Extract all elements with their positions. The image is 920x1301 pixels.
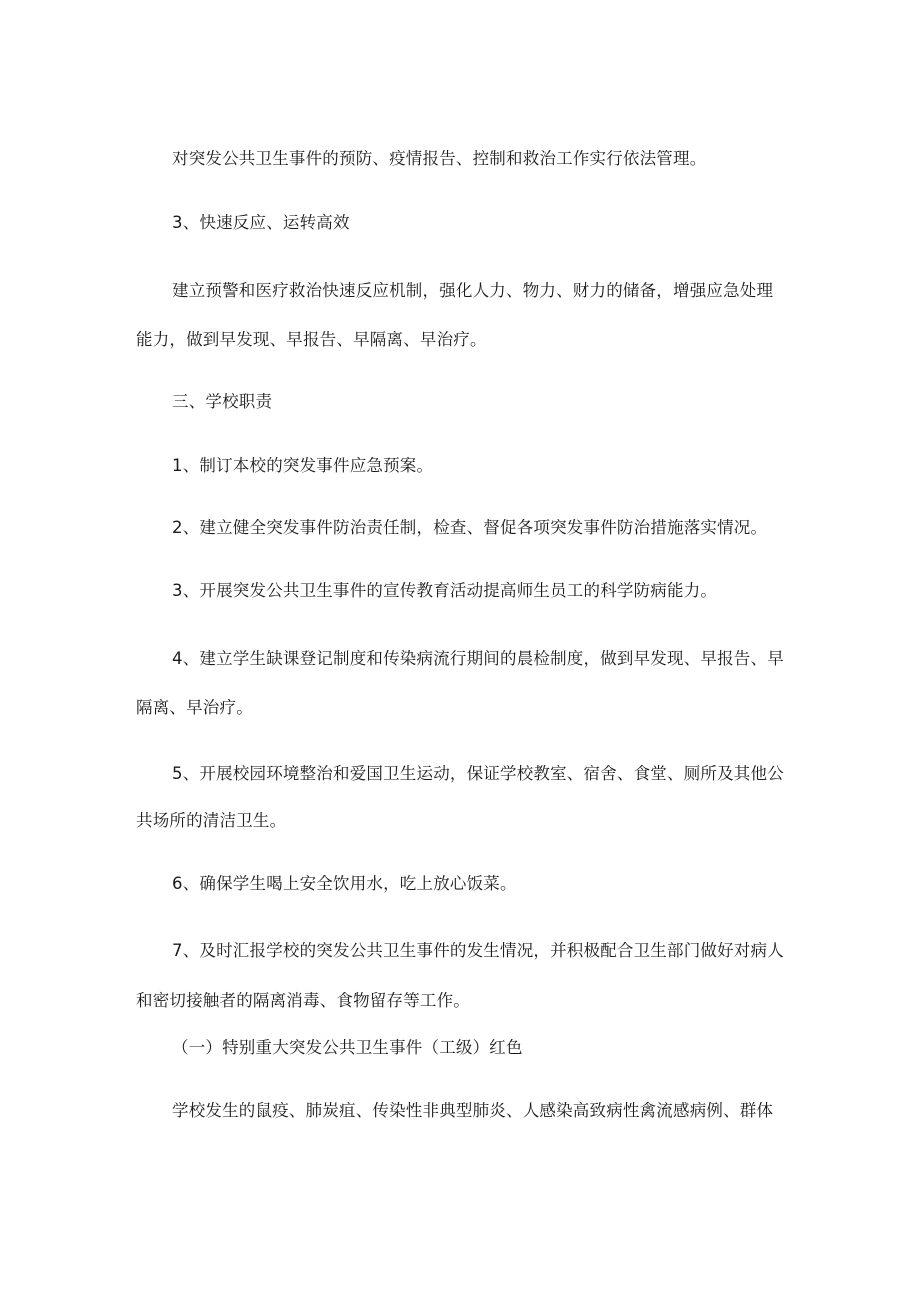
duty-item-1: 1、制订本校的突发事件应急预案。 — [172, 456, 434, 475]
duty-item-2: 2、建立健全突发事件防治责任制，检查、督促各项突发事件防治措施落实情况。 — [172, 518, 768, 537]
duty-item-4-cont: 隔离、早治疗。 — [136, 698, 253, 717]
paragraph-line-early-warning: 建立预警和医疗救治快速反应机制，强化人力、物力、财力的储备，增强应急处理 — [172, 281, 774, 300]
duty-item-7: 7、及时汇报学校的突发公共卫生事件的发生情况，并积极配合卫生部门做好对病人 — [172, 941, 784, 960]
paragraph-line-school-cases: 学校发生的鼠疫、肺炭疽、传染性非典型肺炎、人感染高致病性禽流感病例、群体 — [172, 1101, 774, 1120]
duty-item-3: 3、开展突发公共卫生事件的宣传教育活动提高师生员工的科学防病能力。 — [172, 581, 718, 600]
duty-item-5: 5、开展校园环境整治和爱国卫生运动，保证学校教室、宿舍、食堂、厕所及其他公 — [172, 764, 784, 783]
duty-item-6: 6、确保学生喝上安全饮用水，吃上放心饭菜。 — [172, 874, 517, 893]
duty-item-4: 4、建立学生缺课登记制度和传染病流行期间的晨检制度，做到早发现、早报告、早 — [172, 649, 784, 668]
duty-item-5-cont: 共场所的清洁卫生。 — [136, 811, 287, 830]
heading-rapid-response: 3、快速反应、运转高效 — [172, 213, 350, 232]
sub-heading-level-one-red: （一）特别重大突发公共卫生事件（工级）红色 — [172, 1038, 523, 1057]
paragraph-line-legal-management: 对突发公共卫生事件的预防、疫情报告、控制和救治工作实行依法管理。 — [172, 149, 707, 168]
paragraph-line-early-warning-cont: 能力，做到早发现、早报告、早隔离、早治疗。 — [136, 330, 487, 349]
duty-item-7-cont: 和密切接触者的隔离消毒、食物留存等工作。 — [136, 991, 470, 1010]
section-heading-school-duties: 三、学校职责 — [172, 392, 273, 411]
